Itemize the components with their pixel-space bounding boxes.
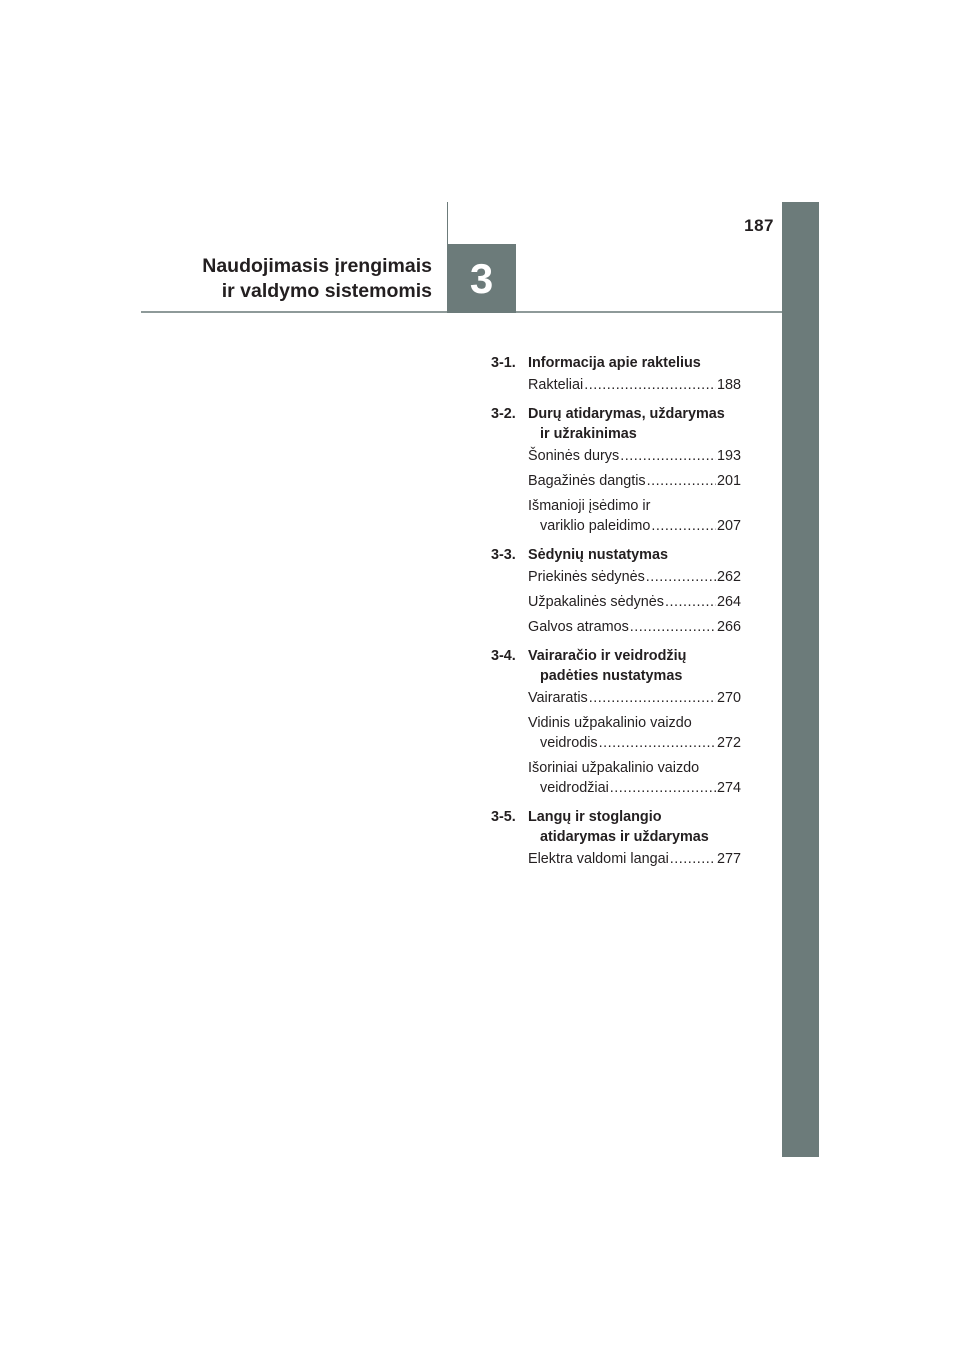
toc-dot-leader (584, 375, 716, 395)
toc-section-title-line: Durų atidarymas, uždarymas (528, 406, 725, 422)
toc-entry[interactable] (528, 446, 741, 466)
toc-entry-page: 207 (716, 518, 741, 534)
toc-entry-page: 262 (716, 569, 741, 585)
toc-dot-leader (665, 592, 716, 612)
toc-section-title-line: Vairaračio ir veidrodžių (528, 648, 687, 664)
toc-entry-title: Šoninės durys (528, 448, 620, 464)
toc-entry[interactable] (528, 713, 741, 753)
toc-entry[interactable] (528, 496, 741, 536)
toc-section-number: 3-3. (491, 547, 516, 563)
toc-section-title (528, 807, 741, 847)
toc-entry-page: 201 (716, 473, 741, 489)
toc-dot-leader (610, 778, 716, 798)
toc-entry-line (528, 471, 741, 491)
toc-dot-leader (647, 471, 716, 491)
toc-section-title-line: ir užrakinimas (540, 426, 637, 442)
toc-section (491, 646, 741, 798)
toc-section-title (528, 545, 741, 565)
toc-entry-page: 277 (716, 851, 741, 867)
toc-entry-page: 188 (716, 377, 741, 393)
toc-entry-page: 264 (716, 594, 741, 610)
toc-entry-line (528, 733, 741, 753)
toc-section-number: 3-4. (491, 648, 516, 664)
toc-entry-line (528, 375, 741, 395)
toc-entry-text: Išmanioji įsėdimo ir (528, 498, 651, 514)
toc-entry-title: Vairaratis (528, 690, 588, 706)
toc-section-number: 3-1. (491, 355, 516, 371)
toc-entry[interactable] (528, 592, 741, 612)
toc-section (491, 404, 741, 536)
toc-entry[interactable] (528, 758, 741, 798)
toc-entry-page: 272 (716, 735, 741, 751)
toc-entry-page: 274 (716, 780, 741, 796)
toc-entries (528, 375, 741, 395)
toc-section-title (528, 404, 741, 444)
page-number: 187 (744, 216, 774, 235)
toc-entry-title: Bagažinės dangtis (528, 473, 646, 489)
table-of-contents (491, 353, 741, 878)
chapter-title-line-1: Naudojimasis įrengimais (202, 255, 432, 277)
toc-section-heading[interactable] (491, 353, 741, 373)
toc-section-title-line: Langų ir stoglangio (528, 809, 662, 825)
toc-dot-leader (599, 733, 716, 753)
toc-entry[interactable] (528, 688, 741, 708)
toc-entry-title: veidrodis (540, 735, 598, 751)
header-vertical-rule (447, 202, 448, 244)
toc-section-title (528, 646, 741, 686)
toc-dot-leader (670, 849, 716, 869)
toc-entry-text: Išoriniai užpakalinio vaizdo (528, 760, 700, 776)
toc-section-title (528, 353, 741, 373)
toc-entry-line (528, 778, 741, 798)
toc-section-number: 3-2. (491, 406, 516, 422)
toc-entry-line (528, 516, 741, 536)
toc-entry-title: veidrodžiai (540, 780, 609, 796)
toc-entry[interactable] (528, 567, 741, 587)
toc-entries (528, 688, 741, 798)
toc-section (491, 545, 741, 637)
chapter-title (202, 254, 432, 304)
toc-entry-title: Elektra valdomi langai (528, 851, 669, 867)
toc-section-heading[interactable] (491, 545, 741, 565)
toc-entries (528, 567, 741, 637)
chapter-number-box (447, 244, 516, 313)
toc-entry[interactable] (528, 617, 741, 637)
toc-section-title-line: padėties nustatymas (540, 668, 683, 684)
toc-section-heading[interactable] (491, 646, 741, 686)
toc-section-number: 3-5. (491, 809, 516, 825)
toc-entry-title: Užpakalinės sėdynės (528, 594, 664, 610)
toc-section-heading[interactable] (491, 404, 741, 444)
toc-entry[interactable] (528, 471, 741, 491)
toc-entry-text: Vidinis užpakalinio vaizdo (528, 715, 692, 731)
toc-entry[interactable] (528, 375, 741, 395)
toc-entry-line (528, 567, 741, 587)
toc-dot-leader (646, 567, 716, 587)
toc-entry-line (528, 849, 741, 869)
toc-entry-title: Rakteliai (528, 377, 584, 393)
toc-entry-line (528, 617, 741, 637)
toc-entries (528, 849, 741, 869)
toc-section-title-line: atidarymas ir uždarymas (540, 829, 709, 845)
toc-entry-line (528, 688, 741, 708)
toc-section (491, 807, 741, 869)
toc-section-title-line: Informacija apie raktelius (528, 355, 701, 371)
toc-dot-leader (620, 446, 716, 466)
chapter-title-line-2: ir valdymo sistemomis (221, 280, 432, 302)
toc-dot-leader (651, 516, 716, 536)
toc-entries (528, 446, 741, 536)
chapter-side-tab (782, 202, 819, 1157)
toc-section (491, 353, 741, 395)
toc-section-heading[interactable] (491, 807, 741, 847)
toc-entry-title: Galvos atramos (528, 619, 629, 635)
toc-entry-page: 270 (716, 690, 741, 706)
toc-section-title-line: Sėdynių nustatymas (528, 547, 668, 563)
chapter-number: 3 (469, 254, 494, 302)
toc-entry-title: variklio paleidimo (540, 518, 651, 534)
toc-entry-line (528, 592, 741, 612)
toc-dot-leader (589, 688, 716, 708)
toc-entry-line (528, 446, 741, 466)
toc-entry-page: 193 (716, 448, 741, 464)
toc-entry-page: 266 (716, 619, 741, 635)
toc-dot-leader (630, 617, 716, 637)
toc-entry-title: Priekinės sėdynės (528, 569, 645, 585)
toc-entry[interactable] (528, 849, 741, 869)
